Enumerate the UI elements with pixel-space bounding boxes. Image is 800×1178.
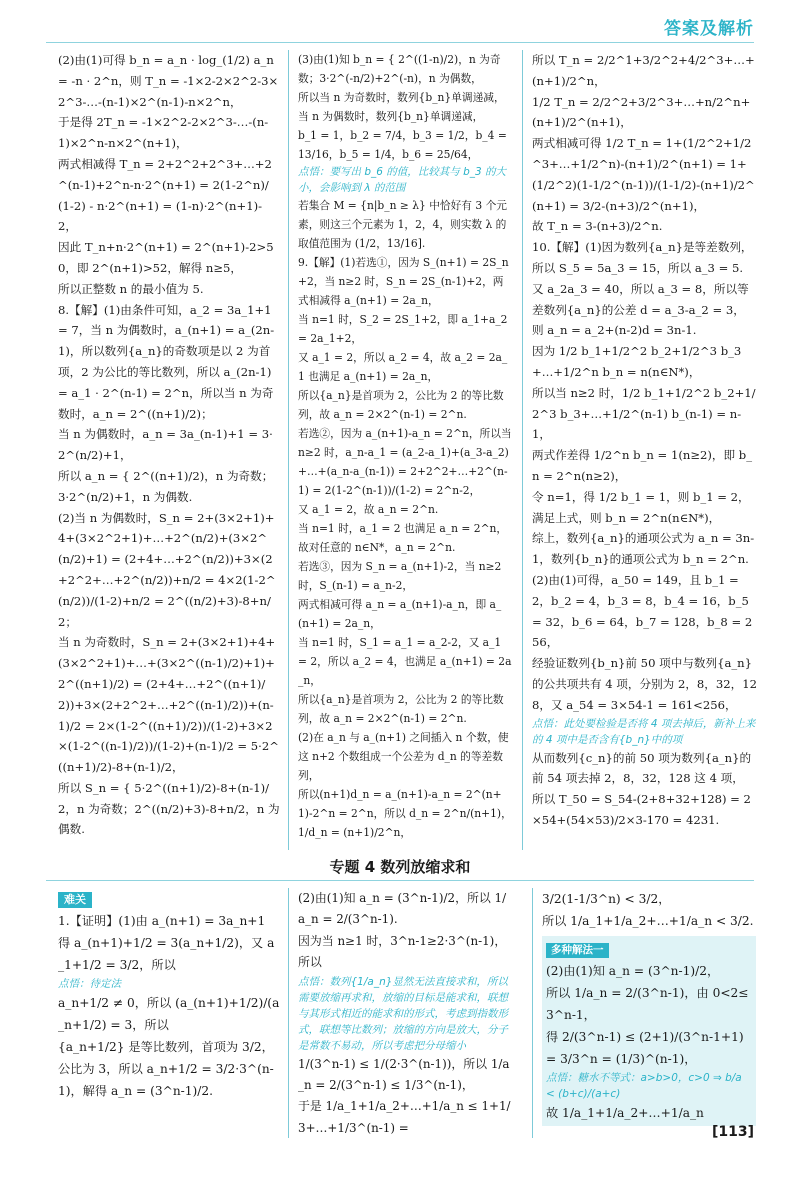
solution-line: 若选②，因为 a_(n+1)-a_n = 2^n，所以当 n≥2 时，a_n-a_1 = (a_2-a_1)+(a_3-a_2)+…+(a_n-a_(n-1)) = 2+2^2+…+2^(n-1) = 2(1-2^(n-1))/(1-2) = 2^n-2， [298,427,512,497]
solution-line: 若选③，因为 S_n = a_(n+1)-2，当 n≥2 时，S_(n-1) = a_n-2， [298,560,502,592]
solution-line: (2)由(1)知 a_n = (3^n-1)/2， [546,964,720,978]
solution-line: 当 n=1 时，S_1 = a_1 = a_2-2，又 a_1 = 2，所以 a_2 = 4，也满足 a_(n+1) = 2a_n， [298,636,512,687]
solution-line: 又 a_1 = 2，所以 a_2 = 4，故 a_2 = 2a_1 也满足 a_(n+1) = 2a_n， [298,351,508,383]
problem-solution-start: 8.【解】(1)由条件可知，a_2 = 3a_1+1 = 7，当 n 为偶数时，a_(n+1) = a_(2n-1)，所以数列{a_n}的奇数项是以 2 为首项，2 为公比的等比数列，所以 a_(2n-1) = a_1 · 2^(n-1) = 2^n，所以当 n 为奇数时，a_n = 2^((n+1)/2)； [58,302,275,421]
page-number: [113] [711,1124,754,1140]
solution-line: 于是得 2T_n = -1×2^2-2×2^3-…-(n-1)×2^n-n×2^(n+1)， [58,115,269,151]
solution-line: 令 n=1，得 1/2 b_1 = 1，则 b_1 = 2，满足上式，则 b_n = 2^n(n∈N*)， [532,489,750,525]
answer-column-3 [532,50,758,850]
alternative-solution-tag: 多种解法一 [546,943,609,958]
solution-line: 所以{a_n}是首项为 2，公比为 2 的等比数列，故 a_n = 2×2^(n-1) = 2^n. [298,389,504,421]
solution-line: 1/2 T_n = 2/2^2+3/2^3+…+n/2^n+(n+1)/2^(n+1)， [532,94,751,130]
solution-line: 当 n 为偶数时，a_n = 3a_(n-1)+1 = 3·2^(n/2)+1， [58,427,273,463]
solution-line: 所以 S_n = { 5·2^((n+1)/2)-8+(n-1)/2，n 为奇数；2^((n/2)+3)-8+n/2，n 为偶数. [58,780,280,837]
solution-line: b_1 = 1，b_2 = 7/4，b_3 = 1/2，b_4 = 13/16，b_5 = 1/4，b_6 = 25/64， [298,129,507,161]
solution-line: 所以 1/a_1+1/a_2+…+1/a_n < 3/2. [542,914,754,928]
section-divider [46,880,754,881]
solution-line: 所以当 n≥2 时，1/2 b_1+1/2^2 b_2+1/2^3 b_3+…+1/2^(n-1) b_(n-1) = n-1， [532,385,756,442]
solution-line: 所以 1/a_n = 2/(3^n-1)，由 0<2≤3^n-1， [546,986,749,1022]
solution-line: 两式作差得 1/2^n b_n = 1(n≥2)，即 b_n = 2^n(n≥2)， [532,448,753,483]
solution-line: {a_n+1/2} 是等比数列，首项为 3/2，公比为 3，所以 a_n+1/2 = 3/2·3^(n-1)，解得 a_n = (3^n-1)/2. [58,1040,274,1098]
answer-column-6 [542,888,756,1138]
column-divider [532,888,533,1138]
section-title: 专题 4 数列放缩求和 [329,858,471,876]
header-divider [46,42,754,43]
solution-line: 所以(n+1)d_n = a_(n+1)-a_n = 2^(n+1)-2^n = 2^n，所以 d_n = 2^n/(n+1)，1/d_n = (n+1)/2^n， [298,788,512,839]
solution-line: 当 n=1 时，S_2 = 2S_1+2，即 a_1+a_2 = 2a_1+2， [298,313,508,345]
solution-line: 所以当 n 为奇数时，数列{b_n}单调递减，当 n 为偶数时，数列{b_n}单调递减， [298,91,505,123]
column-divider [522,50,523,850]
header-title: 答案及解析 [664,19,754,39]
solution-line: 所以 T_n = 2/2^1+3/2^2+4/2^3+…+(n+1)/2^n， [532,53,755,88]
alternative-solution-box [542,936,756,1126]
difficulty-tag: 难关 [58,892,92,908]
solution-line: 于是 1/a_1+1/a_2+…+1/a_n ≤ 1+1/3+…+1/3^(n-1) = [298,1099,511,1135]
tip-note: 点悟：要写出 b_6 的值，比较其与 b_3 的大小，会影响到 λ 的范围 [298,166,507,194]
solution-line: (2)由(1)知 a_n = (3^n-1)/2，所以 1/a_n = 2/(3^n-1). [298,891,507,927]
tip-note: 点悟：待定法 [58,978,121,990]
solution-line: 因此 T_n+n·2^(n+1) = 2^(n+1)-2>50，即 2^(n+1)>52，解得 n≥5， [58,240,274,275]
solution-line: 当 n 为奇数时，S_n = 2+(3×2+1)+4+(3×2^2+1)+…+(3×2^((n-1)/2)+1)+2^((n+1)/2) = (2+4+…+2^((n+1)/2))+3×(2+2^2+…+2^((n-1)/2))+(n-1)/2 = 2×(1-2^((n+1)/2))/(1-2)+3×2×(1-2^((n-1)/2))/(1-2)+(n-1)/2 = 5·2^((n+1)/2)-8+(n-1)/2， [58,635,279,775]
problem-solution-start: 10.【解】(1)因为数列{a_n}是等差数列，所以 S_5 = 5a_3 = 15，所以 a_3 = 5. [532,240,753,275]
solution-line: 又 a_1 = 2，故 a_n = 2^n. [298,503,439,516]
answer-column-2 [298,50,512,850]
problem-solution-start: 1.【证明】(1)由 a_(n+1) = 3a_n+1 得 a_(n+1)+1/2 = 3(a_n+1/2)，又 a_1+1/2 = 3/2，所以 [58,914,275,972]
solution-line: 所以正整数 n 的最小值为 5. [58,281,204,296]
solution-line: 两式相减可得 1/2 T_n = 1+(1/2^2+1/2^3+…+1/2^n)-(n+1)/2^(n+1) = 1+(1/2^2)(1-1/2^(n-1))/(1-1/2)-(n+1)/2^(n+1) = 3/2-(n+3)/2^(n+1)， [532,136,755,213]
solution-line: 因为 1/2 b_1+1/2^2 b_2+1/2^3 b_3+…+1/2^n b_n = n(n∈N*)， [532,344,742,379]
solution-line: 经验证数列{b_n}前 50 项中与数列{a_n}的公共项共有 4 项，分别为 2，8，32，128，又 a_54 = 3×54-1 = 161<256， [532,656,758,712]
solution-line: (3)由(1)知 b_n = { 2^((1-n)/2)，n 为奇数；3·2^(-n/2)+2^(-n)，n 为偶数， [298,53,501,85]
solution-line: 所以{a_n}是首项为 2，公比为 2 的等比数列，故 a_n = 2×2^(n-1) = 2^n. [298,693,504,725]
solution-line: 若集合 M = {n|b_n ≥ λ} 中恰好有 3 个元素，则这三个元素为 1，2，4，则实数 λ 的取值范围为 (1/2，13/16]. [298,199,507,250]
column-divider [288,50,289,850]
solution-line: (2)在 a_n 与 a_(n+1) 之间插入 n 个数，使这 n+2 个数组成一个公差为 d_n 的等差数列， [298,731,509,782]
solution-line: 故 T_n = 3-(n+3)/2^n. [532,219,663,234]
solution-line: 两式相减得 T_n = 2+2^2+2^3+…+2^(n-1)+2^n-n·2^(n+1) = 2(1-2^n)/(1-2) - n·2^(n+1) = (1-n)·2^(n+1)-2， [58,156,272,234]
solution-line: 3/2(1-1/3^n) < 3/2， [542,892,671,906]
column-divider [288,888,289,1138]
problem-solution-start: 9.【解】(1)若选①，因为 S_(n+1) = 2S_n+2，当 n≥2 时，S_n = 2S_(n-1)+2，两式相减得 a_(n+1) = 2a_n， [298,256,509,307]
solution-line: 得 2/(3^n-1) ≤ (2+1)/(3^n-1+1) = 3/3^n = (1/3)^(n-1)， [546,1030,744,1066]
answer-column-4 [58,888,280,1138]
solution-line: 综上，数列{a_n}的通项公式为 a_n = 3n-1，数列{b_n}的通项公式为 b_n = 2^n. [532,531,755,567]
solution-line: 则 a_n = a_2+(n-2)d = 3n-1. [532,323,697,338]
answer-column-1 [58,50,280,850]
solution-line: 所以 T_50 = S_54-(2+8+32+128) = 2×54+(54×53)/2×3-170 = 4231. [532,792,751,827]
tip-note: 点悟：糖水不等式：a>b>0，c>0 ⇒ b/a < (b+c)/(a+c) [546,1072,742,1100]
solution-line: (2)当 n 为偶数时，S_n = 2+(3×2+1)+4+(3×2^2+1)+…+2^(n/2)+(3×2^(n/2)+1) = (2+4+…+2^(n/2))+3×(2+2^2+…+2^(n/2))+n/2 = 4×2(1-2^(n/2))/(1-2)+n/2 = 2^((n/2)+3)-8+n/2； [58,510,276,629]
solution-line: 从而数列{c_n}的前 50 项为数列{a_n}的前 54 项去掉 2，8，32，128 这 4 项， [532,750,752,786]
tip-note: 点悟：数列{1/a_n}显然无法直接求和，所以需要放缩再求和，放缩的目标是能求和，联想与其形式相近的能求和的形式，考虑到指数形式，联想等比数列；放缩的方向是放大，分子是常数不易动，所以考虑把分母缩小 [298,975,508,1052]
solution-line: 所以 a_n = { 2^((n+1)/2)，n 为奇数；3·2^(n/2)+1，n 为偶数. [58,468,274,504]
solution-line: 1/(3^n-1) ≤ 1/(2·3^(n-1))，所以 1/a_n = 2/(3^n-1) ≤ 1/3^(n-1)， [298,1056,510,1093]
solution-line: 两式相减可得 a_n = a_(n+1)-a_n，即 a_(n+1) = 2a_n， [298,598,502,630]
solution-line: (2)由(1)可得 b_n = a_n · log_(1/2) a_n = -n · 2^n，则 T_n = -1×2-2×2^2-3×2^3-…-(n-1)×2^(n-1)-n×2^n， [58,53,279,109]
solution-line: (2)由(1)可得，a_50 = 149，且 b_1 = 2，b_2 = 4，b_3 = 8，b_4 = 16，b_5 = 32，b_6 = 64，b_7 = 128，b_8 = 256， [532,572,753,650]
solution-line: a_n+1/2 ≠ 0，所以 (a_(n+1)+1/2)/(a_n+1/2) = 3，所以 [58,996,280,1032]
solution-line: 当 n=1 时，a_1 = 2 也满足 a_n = 2^n，故对任意的 n∈N*，a_n = 2^n. [298,522,508,554]
answer-column-5 [298,888,512,1138]
tip-note: 点悟：此处要检验是否将 4 项去掉后，新补上来的 4 项中是否含有{b_n}中的项 [532,717,756,746]
solution-line: 又 a_2a_3 = 40，所以 a_3 = 8，所以等差数列{a_n}的公差 d = a_3-a_2 = 3， [532,281,749,317]
solution-line: 故 1/a_1+1/a_2+…+1/a_n [546,1106,704,1120]
solution-line: 因为当 n≥1 时，3^n-1≥2·3^(n-1)，所以 [298,933,507,970]
